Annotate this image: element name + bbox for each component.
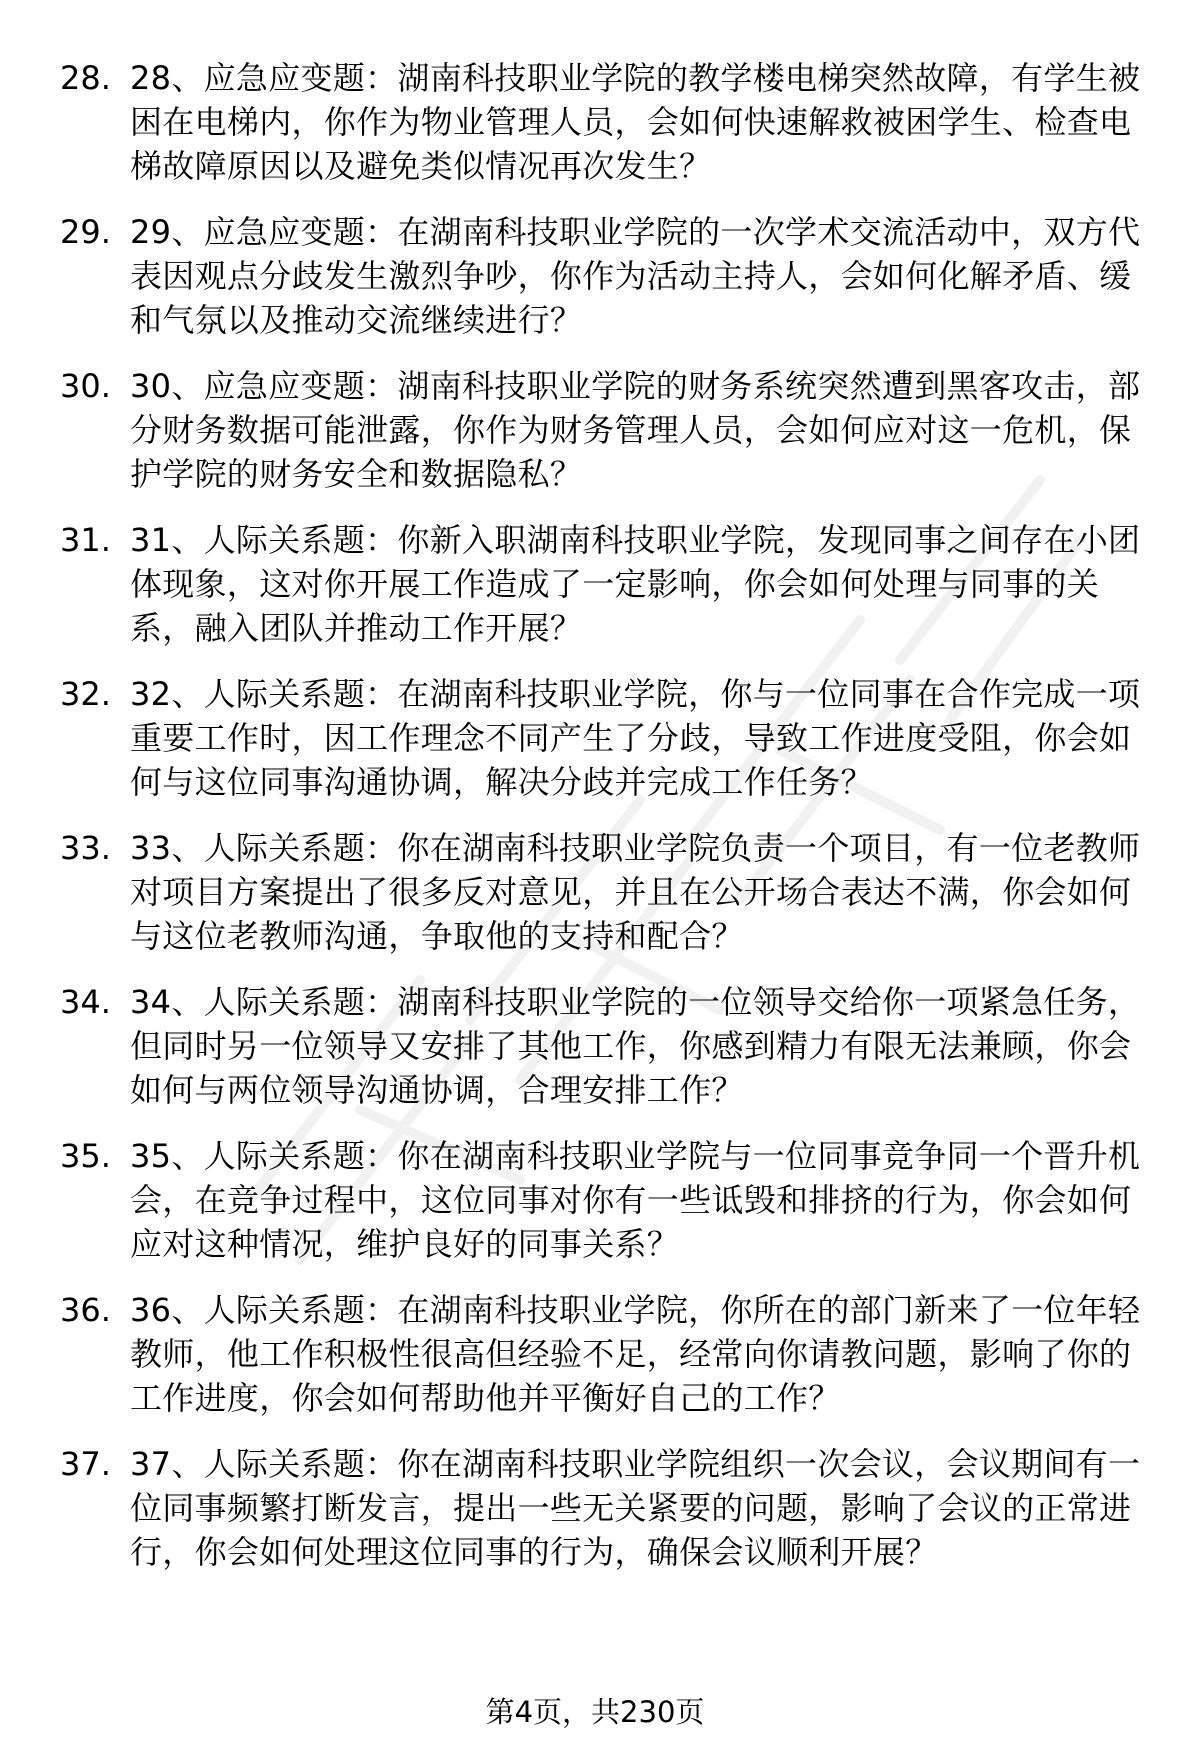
question-number: 37. xyxy=(60,1445,111,1483)
list-item xyxy=(60,1134,1150,1266)
question-number: 32. xyxy=(60,675,111,713)
list-item xyxy=(60,364,1150,496)
question-number: 28. xyxy=(60,59,111,97)
question-text: 33、人际关系题：你在湖南科技职业学院负责一个项目，有一位老教师对项目方案提出了很多反对意见，并且在公开场合表达不满，你会如何与这位老教师沟通，争取他的支持和配合？ xyxy=(130,829,1141,955)
question-number: 31. xyxy=(60,521,111,559)
question-number: 35. xyxy=(60,1137,111,1175)
list-item xyxy=(60,56,1150,188)
list-item xyxy=(60,210,1150,342)
list-item xyxy=(60,672,1150,804)
list-item xyxy=(60,518,1150,650)
question-number: 29. xyxy=(60,213,111,251)
question-text: 28、应急应变题：湖南科技职业学院的教学楼电梯突然故障，有学生被困在电梯内，你作为物业管理人员，会如何快速解救被困学生、检查电梯故障原因以及避免类似情况再次发生？ xyxy=(130,59,1141,185)
question-text: 35、人际关系题：你在湖南科技职业学院与一位同事竞争同一个晋升机会，在竞争过程中，这位同事对你有一些诋毁和排挤的行为，你会如何应对这种情况，维护良好的同事关系？ xyxy=(130,1137,1141,1263)
question-text: 31、人际关系题：你新入职湖南科技职业学院，发现同事之间存在小团体现象，这对你开展工作造成了一定影响，你会如何处理与同事的关系，融入团队并推动工作开展？ xyxy=(130,521,1141,647)
question-text: 36、人际关系题：在湖南科技职业学院，你所在的部门新来了一位年轻教师，他工作积极性很高但经验不足，经常向你请教问题，影响了你的工作进度，你会如何帮助他并平衡好自己的工作？ xyxy=(130,1291,1141,1417)
question-text: 30、应急应变题：湖南科技职业学院的财务系统突然遭到黑客攻击，部分财务数据可能泄露，你作为财务管理人员，会如何应对这一危机，保护学院的财务安全和数据隐私？ xyxy=(130,367,1141,493)
question-text: 37、人际关系题：你在湖南科技职业学院组织一次会议，会议期间有一位同事频繁打断发言，提出一些无关紧要的问题，影响了会议的正常进行，你会如何处理这位同事的行为，确保会议顺利开展？ xyxy=(130,1445,1141,1571)
list-item xyxy=(60,980,1150,1112)
question-number: 30. xyxy=(60,367,111,405)
question-text: 32、人际关系题：在湖南科技职业学院，你与一位同事在合作完成一项重要工作时，因工作理念不同产生了分歧，导致工作进度受阻，你会如何与这位同事沟通协调，解决分歧并完成工作任务？ xyxy=(130,675,1141,801)
list-item xyxy=(60,826,1150,958)
list-item xyxy=(60,1442,1150,1574)
question-text: 34、人际关系题：湖南科技职业学院的一位领导交给你一项紧急任务，但同时另一位领导又安排了其他工作，你感到精力有限无法兼顾，你会如何与两位领导沟通协调，合理安排工作？ xyxy=(130,983,1141,1109)
question-number: 33. xyxy=(60,829,111,867)
question-list xyxy=(60,56,1150,1596)
question-number: 36. xyxy=(60,1291,111,1329)
list-item xyxy=(60,1288,1150,1420)
question-number: 34. xyxy=(60,983,111,1021)
question-text: 29、应急应变题：在湖南科技职业学院的一次学术交流活动中，双方代表因观点分歧发生激烈争吵，你作为活动主持人，会如何化解矛盾、缓和气氛以及推动交流继续进行？ xyxy=(130,213,1141,339)
page-footer: 第4页，共230页 xyxy=(485,1695,705,1729)
